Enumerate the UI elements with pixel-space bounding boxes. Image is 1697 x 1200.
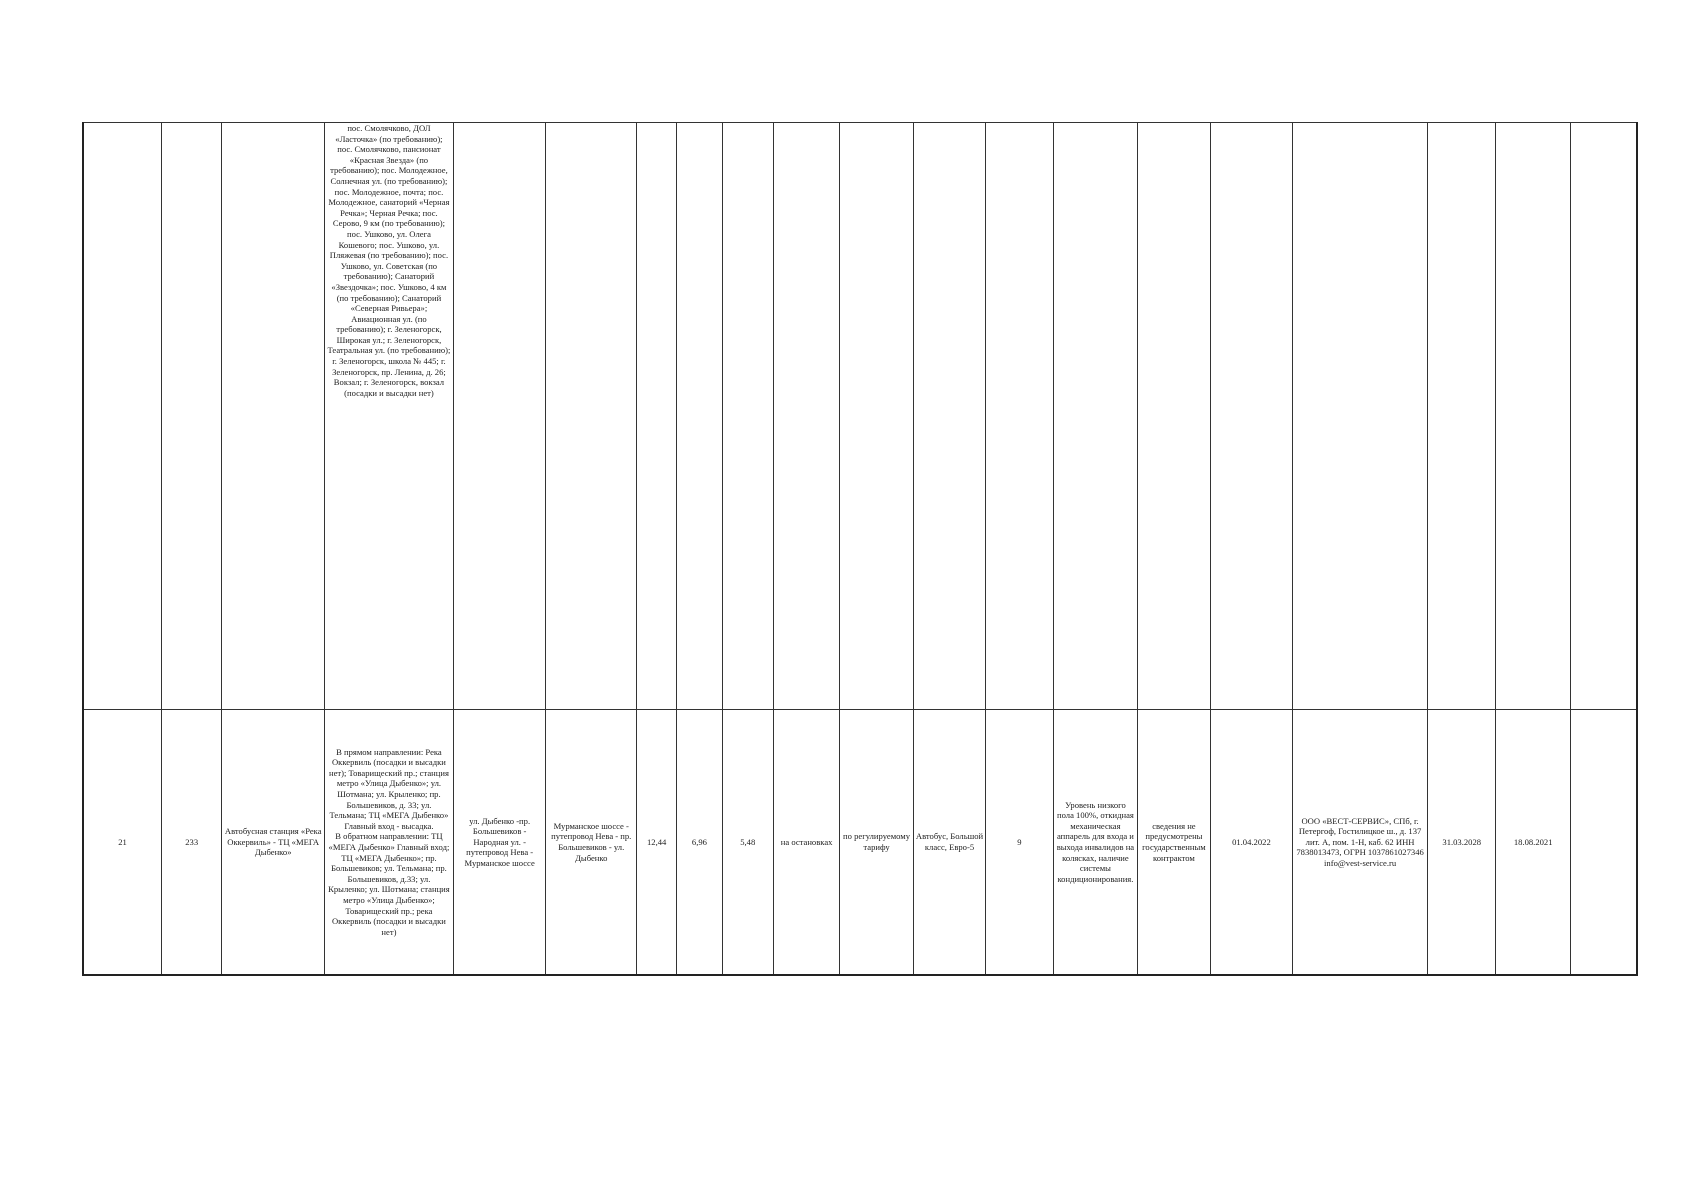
- cell-empty: [986, 123, 1053, 710]
- cell-empty: [677, 123, 722, 710]
- cell-empty: [83, 123, 162, 710]
- cell-empty: [637, 123, 677, 710]
- cell-empty: [840, 123, 913, 710]
- cell-length-backward: 5,48: [722, 710, 773, 976]
- cell-empty: [1496, 123, 1570, 710]
- cell-empty: [1210, 123, 1293, 710]
- cell-carrier: ООО «ВЕСТ-СЕРВИС», СПб, г. Петергоф, Гостилицкое ш., д. 137 лит. А, пом. 1-Н, каб. 62 ИНН 7838013473, ОГРН 1037861027346 info@vest-service.ru: [1293, 710, 1428, 976]
- cell-empty: [453, 123, 546, 710]
- cell-start-date: 01.04.2022: [1210, 710, 1293, 976]
- cell-empty: [773, 123, 839, 710]
- cell-end-date: 31.03.2028: [1428, 710, 1496, 976]
- cell-length-forward: 6,96: [677, 710, 722, 976]
- stops-text: В прямом направлении: Река Оккервиль (посадки и высадки нет); Товарищеский пр.; станция метро «Улица Дыбенко»; ул. Шотмана; ул. Крыленко; пр. Большевиков, д. 33; ул. Тельмана; ТЦ «МЕГА Дыбенко» Главный вход - высадка. В обратном направлении: ТЦ «МЕГА Дыбенко» Главный вход; ТЦ «МЕГА Дыбенко»; пр. Большевиков; ул. Тельмана; пр. Большевиков, д.33; ул. Крыленко; ул. Шотмана; станция метро «Улица Дыбенко»; Товарищеский пр.; река Оккервиль (посадки и высадки нет): [328, 746, 450, 937]
- table-row-continuation: [83, 123, 1637, 710]
- cell-route-name: Автобусная станция «Река Оккервиль» - ТЦ «МЕГА Дыбенко»: [222, 710, 325, 976]
- cell-empty: [722, 123, 773, 710]
- cell-length-total: 12,44: [637, 710, 677, 976]
- cell-contract-info: сведения не предусмотрены государственным контрактом: [1138, 710, 1210, 976]
- cell-registry-date: 18.08.2021: [1496, 710, 1570, 976]
- cell-stops-continuation: [325, 123, 454, 710]
- cell-route-number: 233: [162, 710, 222, 976]
- cell-index: 21: [83, 710, 162, 976]
- cell-streets-forward: ул. Дыбенко -пр. Большевиков - Народная ул. - путепровод Нева - Мурманское шоссе: [453, 710, 546, 976]
- cell-stops: [325, 710, 454, 976]
- cell-stop-mode: на остановках: [773, 710, 839, 976]
- cell-empty: [546, 123, 637, 710]
- cell-empty: [162, 123, 222, 710]
- cell-streets-backward: Мурманское шоссе - путепровод Нева - пр. Большевиков - ул. Дыбенко: [546, 710, 637, 976]
- cell-empty: [913, 123, 985, 710]
- stops-continuation-text: пос. Смолячково, ДОЛ «Ласточка» (по требованию); пос. Смолячково, пансионат «Красная Звезда» (по требованию); пос. Молодежное, Солнечная ул. (по требованию); пос. Молодежное, почта; пос. Молодежное, санаторий «Черная Речка»; Черная Речка; пос. Серово, 9 км (по требованию); пос. Ушково, ул. Олега Кошевого; пос. Ушково, ул. Пляжевая (по требованию); пос. Ушково, ул. Советская (по требованию); Санаторий «Звездочка»; пос. Ушково, 4 км (по требованию); Санаторий «Северная Ривьера»; Авиационная ул. (по требованию); г. Зеленогорск, Широкая ул.; г. Зеленогорск, Театральная ул. (по требованию); г. Зеленогорск, школа № 445; г. Зеленогорск, пр. Ленина, д. 26; Вокзал; г. Зеленогорск, вокзал (посадки и высадки нет): [327, 123, 451, 398]
- cell-empty: [1428, 123, 1496, 710]
- cell-vehicle: Автобус, Большой класс, Евро-5: [913, 710, 985, 976]
- cell-empty: [1053, 123, 1138, 710]
- route-registry-table: [82, 122, 1638, 976]
- cell-tariff: по регулируемому тарифу: [840, 710, 913, 976]
- cell-vehicle-count: 9: [986, 710, 1053, 976]
- cell-characteristics: Уровень низкого пола 100%, откидная механическая аппарель для входа и выхода инвалидов на колясках, наличие системы кондиционирования.: [1053, 710, 1138, 976]
- table-row-route: [83, 710, 1637, 976]
- cell-empty: [1138, 123, 1210, 710]
- cell-extra: [1570, 710, 1637, 976]
- cell-empty: [222, 123, 325, 710]
- cell-empty: [1293, 123, 1428, 710]
- cell-empty: [1570, 123, 1637, 710]
